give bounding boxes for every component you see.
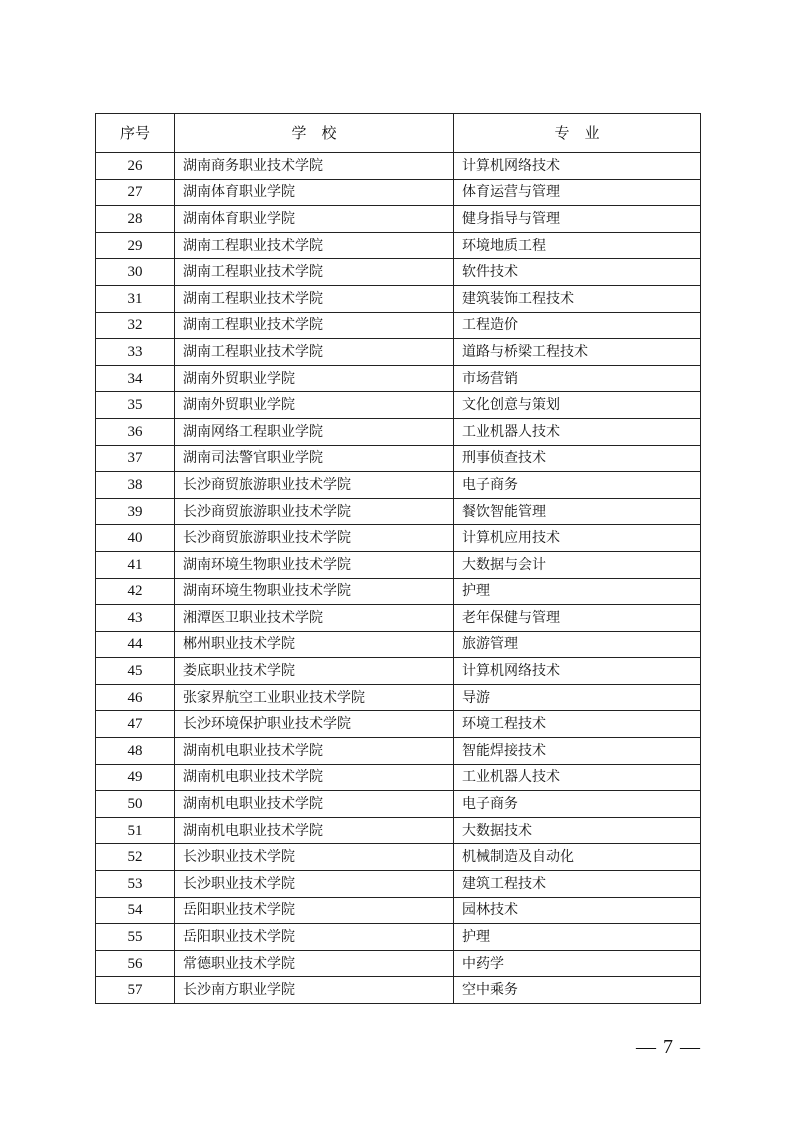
table-row	[96, 312, 701, 339]
table-row	[96, 153, 701, 180]
row-school: 长沙商贸旅游职业技术学院	[175, 498, 454, 525]
row-serial-number: 41	[96, 551, 175, 578]
table-row	[96, 977, 701, 1004]
row-serial-number: 54	[96, 897, 175, 924]
row-school: 娄底职业技术学院	[175, 658, 454, 685]
table-row	[96, 392, 701, 419]
row-school: 岳阳职业技术学院	[175, 897, 454, 924]
row-major: 计算机网络技术	[454, 153, 701, 180]
row-major: 环境工程技术	[454, 711, 701, 738]
table-row	[96, 631, 701, 658]
row-serial-number: 50	[96, 791, 175, 818]
row-serial-number: 53	[96, 871, 175, 898]
table-row	[96, 551, 701, 578]
row-major: 健身指导与管理	[454, 206, 701, 233]
row-major: 大数据与会计	[454, 551, 701, 578]
table-row	[96, 658, 701, 685]
row-major: 老年保健与管理	[454, 605, 701, 632]
row-major: 软件技术	[454, 259, 701, 286]
row-school: 湖南工程职业技术学院	[175, 285, 454, 312]
row-school: 湖南机电职业技术学院	[175, 791, 454, 818]
row-school: 常德职业技术学院	[175, 950, 454, 977]
row-major: 工程造价	[454, 312, 701, 339]
row-serial-number: 42	[96, 578, 175, 605]
table-row	[96, 897, 701, 924]
row-major: 体育运营与管理	[454, 179, 701, 206]
row-major: 护理	[454, 924, 701, 951]
row-serial-number: 57	[96, 977, 175, 1004]
row-major: 市场营销	[454, 365, 701, 392]
row-school: 湖南体育职业学院	[175, 179, 454, 206]
row-serial-number: 44	[96, 631, 175, 658]
row-school: 湖南工程职业技术学院	[175, 232, 454, 259]
row-serial-number: 43	[96, 605, 175, 632]
row-school: 长沙职业技术学院	[175, 844, 454, 871]
row-school: 湖南环境生物职业技术学院	[175, 578, 454, 605]
row-school: 郴州职业技术学院	[175, 631, 454, 658]
row-school: 长沙环境保护职业技术学院	[175, 711, 454, 738]
row-major: 旅游管理	[454, 631, 701, 658]
row-major: 电子商务	[454, 791, 701, 818]
row-major: 工业机器人技术	[454, 764, 701, 791]
row-major: 刑事侦查技术	[454, 445, 701, 472]
header-major: 专 业	[454, 114, 701, 153]
row-major: 中药学	[454, 950, 701, 977]
table-row	[96, 472, 701, 499]
row-serial-number: 29	[96, 232, 175, 259]
row-school: 湖南工程职业技术学院	[175, 312, 454, 339]
row-major: 建筑装饰工程技术	[454, 285, 701, 312]
table-row	[96, 924, 701, 951]
row-major: 护理	[454, 578, 701, 605]
row-school: 岳阳职业技术学院	[175, 924, 454, 951]
row-major: 智能焊接技术	[454, 738, 701, 765]
row-school: 湖南环境生物职业技术学院	[175, 551, 454, 578]
table-row	[96, 738, 701, 765]
header-school: 学 校	[175, 114, 454, 153]
table-row	[96, 498, 701, 525]
row-school: 张家界航空工业职业技术学院	[175, 684, 454, 711]
row-major: 机械制造及自动化	[454, 844, 701, 871]
row-major: 计算机应用技术	[454, 525, 701, 552]
row-major: 环境地质工程	[454, 232, 701, 259]
school-major-table	[95, 113, 701, 1004]
row-school: 湖南司法警官职业学院	[175, 445, 454, 472]
row-school: 长沙商贸旅游职业技术学院	[175, 472, 454, 499]
row-major: 计算机网络技术	[454, 658, 701, 685]
table-row	[96, 605, 701, 632]
row-school: 湖南工程职业技术学院	[175, 259, 454, 286]
table-row	[96, 285, 701, 312]
table-row	[96, 525, 701, 552]
row-serial-number: 46	[96, 684, 175, 711]
table-row	[96, 817, 701, 844]
row-serial-number: 56	[96, 950, 175, 977]
row-major: 导游	[454, 684, 701, 711]
row-serial-number: 28	[96, 206, 175, 233]
row-serial-number: 40	[96, 525, 175, 552]
row-school: 湖南体育职业学院	[175, 206, 454, 233]
table-row	[96, 206, 701, 233]
row-serial-number: 51	[96, 817, 175, 844]
row-serial-number: 31	[96, 285, 175, 312]
row-serial-number: 30	[96, 259, 175, 286]
row-school: 湖南网络工程职业学院	[175, 418, 454, 445]
row-school: 湘潭医卫职业技术学院	[175, 605, 454, 632]
row-serial-number: 52	[96, 844, 175, 871]
row-serial-number: 45	[96, 658, 175, 685]
row-school: 长沙南方职业学院	[175, 977, 454, 1004]
row-major: 餐饮智能管理	[454, 498, 701, 525]
table-row	[96, 950, 701, 977]
table-row	[96, 578, 701, 605]
row-serial-number: 49	[96, 764, 175, 791]
row-major: 工业机器人技术	[454, 418, 701, 445]
row-school: 湖南机电职业技术学院	[175, 764, 454, 791]
table-row	[96, 259, 701, 286]
row-school: 湖南外贸职业学院	[175, 392, 454, 419]
row-school: 湖南机电职业技术学院	[175, 738, 454, 765]
row-serial-number: 32	[96, 312, 175, 339]
row-serial-number: 26	[96, 153, 175, 180]
row-serial-number: 47	[96, 711, 175, 738]
table-row	[96, 445, 701, 472]
row-serial-number: 48	[96, 738, 175, 765]
row-serial-number: 33	[96, 339, 175, 366]
row-major: 道路与桥梁工程技术	[454, 339, 701, 366]
row-school: 长沙商贸旅游职业技术学院	[175, 525, 454, 552]
row-serial-number: 34	[96, 365, 175, 392]
row-school: 湖南外贸职业学院	[175, 365, 454, 392]
row-serial-number: 55	[96, 924, 175, 951]
table-row	[96, 418, 701, 445]
row-major: 建筑工程技术	[454, 871, 701, 898]
table-row	[96, 684, 701, 711]
table-row	[96, 339, 701, 366]
row-major: 园林技术	[454, 897, 701, 924]
row-major: 大数据技术	[454, 817, 701, 844]
table-row	[96, 711, 701, 738]
row-serial-number: 37	[96, 445, 175, 472]
row-school: 湖南机电职业技术学院	[175, 817, 454, 844]
row-major: 空中乘务	[454, 977, 701, 1004]
header-row	[96, 114, 701, 153]
row-school: 湖南工程职业技术学院	[175, 339, 454, 366]
row-serial-number: 39	[96, 498, 175, 525]
table-row	[96, 791, 701, 818]
table-row	[96, 365, 701, 392]
row-school: 湖南商务职业技术学院	[175, 153, 454, 180]
row-serial-number: 38	[96, 472, 175, 499]
page-number: — 7 —	[636, 1036, 701, 1058]
row-serial-number: 27	[96, 179, 175, 206]
table-row	[96, 232, 701, 259]
table-body	[96, 153, 701, 1004]
header-serial-number: 序号	[96, 114, 175, 153]
table-row	[96, 844, 701, 871]
table-row	[96, 179, 701, 206]
row-serial-number: 36	[96, 418, 175, 445]
row-major: 电子商务	[454, 472, 701, 499]
row-school: 长沙职业技术学院	[175, 871, 454, 898]
table-row	[96, 764, 701, 791]
row-serial-number: 35	[96, 392, 175, 419]
table-header	[96, 114, 701, 153]
row-major: 文化创意与策划	[454, 392, 701, 419]
table-row	[96, 871, 701, 898]
